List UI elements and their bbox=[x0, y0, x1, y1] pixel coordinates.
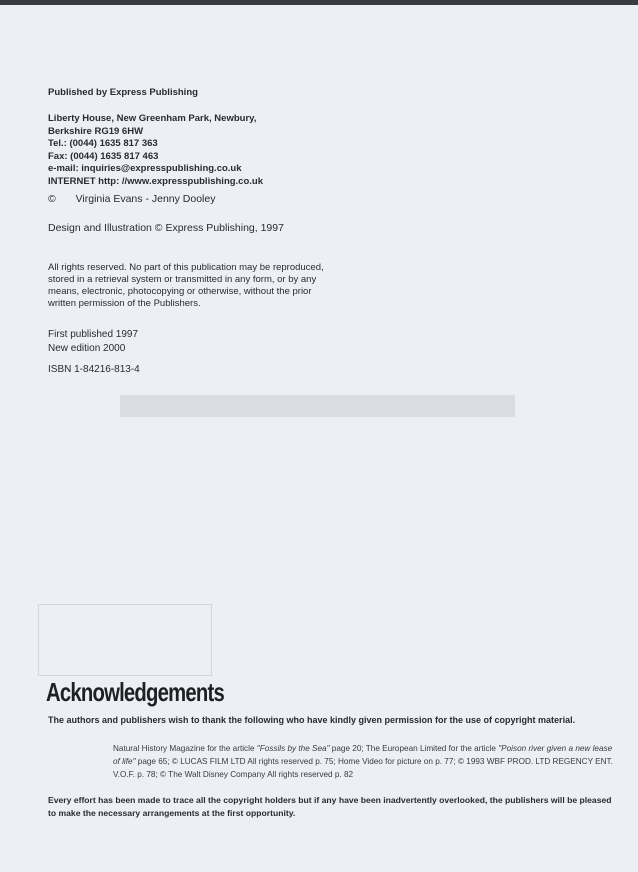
rights-line: stored in a retrieval system or transmitted in any form, or by any bbox=[48, 274, 317, 285]
isbn: ISBN 1-84216-813-4 bbox=[48, 364, 140, 375]
acknowledgements-intro: The authors and publishers wish to thank the following who have kindly given permission for the use of copyright material. bbox=[48, 715, 576, 725]
credit-title: "Fossils by the Sea" bbox=[256, 744, 330, 753]
design-credit: Design and Illustration © Express Publishing, 1997 bbox=[48, 222, 284, 234]
publisher-text: Published by Express Publishing bbox=[48, 87, 198, 98]
show-through-stamp bbox=[38, 604, 212, 676]
authors: Virginia Evans - Jenny Dooley bbox=[75, 193, 216, 205]
credit-text: Natural History Magazine for the article bbox=[113, 744, 257, 753]
copyright-line bbox=[48, 193, 215, 205]
credit-text: page 20; The European Limited for the article bbox=[329, 744, 499, 753]
credit-title: "Poison river given a new lease of life" bbox=[113, 744, 613, 766]
acknowledgements-footer: Every effort has been made to trace all the copyright holders but if any have been inadvertently overlooked, the publishers will be pleased to make the necessary arrangements at the first opportunity. bbox=[48, 795, 612, 818]
rights-line: All rights reserved. No part of this publication may be reproduced, bbox=[48, 262, 324, 273]
address-line-2: Berkshire RG19 6HW bbox=[48, 125, 144, 137]
first-published: First published 1997 bbox=[48, 329, 139, 340]
new-edition: New edition 2000 bbox=[48, 343, 126, 354]
acknowledgements-credits bbox=[113, 742, 613, 781]
edition-history bbox=[48, 328, 138, 356]
copyright-symbol: © bbox=[48, 193, 56, 205]
show-through-band bbox=[120, 395, 515, 417]
website: INTERNET http: //www.expresspublishing.co.uk bbox=[48, 175, 263, 187]
address-line-1: Liberty House, New Greenham Park, Newbury, bbox=[48, 113, 257, 124]
rights-line: means, electronic, photocopying or otherwise, without the prior bbox=[48, 286, 312, 297]
telephone: Tel.: (0044) 1635 817 363 bbox=[48, 138, 158, 149]
rights-line: written permission of the Publishers. bbox=[48, 298, 201, 309]
acknowledgements-heading: Acknowledgements bbox=[46, 677, 224, 707]
publisher-address bbox=[48, 113, 263, 188]
credit-text: page 65; © LUCAS FILM LTD All rights reserved p. 75; Home Video for picture on p. 77; © 1993 WBF PROD. LTD REGENCY ENT. V.O.F. p. 78; © The Walt Disney Company All rights reserved p. 82 bbox=[113, 757, 613, 779]
publisher-line bbox=[48, 87, 198, 100]
fax: Fax: (0044) 1635 817 463 bbox=[48, 150, 159, 162]
rights-notice bbox=[48, 262, 324, 310]
email: e-mail: inquiries@expresspublishing.co.uk bbox=[48, 163, 242, 174]
scan-top-edge bbox=[0, 0, 638, 5]
